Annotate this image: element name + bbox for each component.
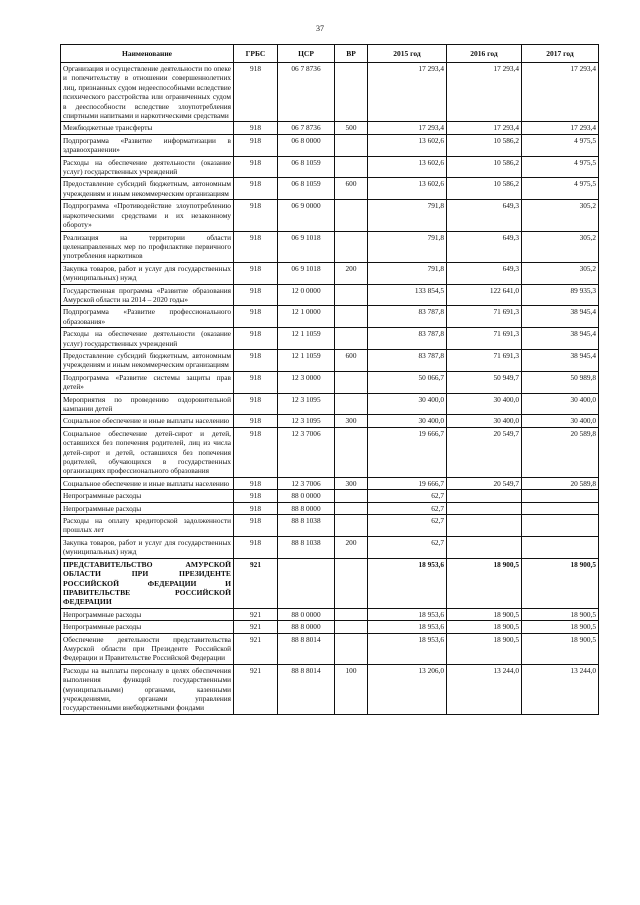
cell-grbs: 921 [234,664,278,714]
cell-vr: 200 [335,262,368,284]
cell-name: Предоставление субсидий бюджетным, автономным учреждениям и иным некоммерческим организациям [61,178,234,200]
cell-2015: 13 602,6 [368,156,447,178]
table-header-row [61,45,599,63]
cell-2017: 17 293,4 [522,122,599,134]
cell-2016: 10 586,2 [447,178,522,200]
table-row [61,306,599,328]
cell-csr: 06 7 8736 [278,122,335,134]
cell-name: Расходы на выплаты персоналу в целях обеспечения выполнения функций государственными (муниципальными) органами, казенными учреждениями, органами управления государственными внебюджетными фондами [61,664,234,714]
cell-2015: 18 953,6 [368,608,447,620]
cell-name: Государственная программа «Развитие образования Амурской области на 2014 – 2020 годы» [61,284,234,306]
cell-2016: 18 900,5 [447,608,522,620]
cell-name: Расходы на обеспечение деятельности (оказание услуг) государственных учреждений [61,156,234,178]
cell-vr [335,156,368,178]
cell-2017 [522,515,599,537]
cell-2015: 19 666,7 [368,427,447,477]
cell-vr [335,427,368,477]
cell-csr: 06 9 1018 [278,262,335,284]
cell-2017: 50 989,8 [522,371,599,393]
cell-grbs: 918 [234,515,278,537]
cell-vr [335,63,368,122]
table-row [61,371,599,393]
table-row [61,427,599,477]
cell-vr [335,371,368,393]
cell-2015: 791,8 [368,231,447,262]
cell-csr: 12 3 1095 [278,393,335,415]
cell-name: Закупка товаров, работ и услуг для государственных (муниципальных) нужд [61,536,234,558]
cell-vr [335,393,368,415]
cell-2017: 38 945,4 [522,306,599,328]
table-row [61,558,599,608]
cell-2016: 10 586,2 [447,156,522,178]
page-number: 37 [316,24,324,33]
cell-vr [335,284,368,306]
cell-csr: 06 8 1059 [278,178,335,200]
cell-2015: 13 602,6 [368,178,447,200]
cell-name: Закупка товаров, работ и услуг для государственных (муниципальных) нужд [61,262,234,284]
cell-2016: 122 641,0 [447,284,522,306]
cell-2017: 4 975,5 [522,178,599,200]
cell-2016: 649,3 [447,231,522,262]
cell-grbs: 918 [234,477,278,489]
header-2015: 2015 год [368,45,447,63]
cell-2017: 305,2 [522,262,599,284]
cell-vr: 500 [335,122,368,134]
table-row [61,393,599,415]
cell-grbs: 918 [234,306,278,328]
cell-csr: 12 1 1059 [278,328,335,350]
cell-2015: 62,7 [368,490,447,502]
cell-2015: 62,7 [368,502,447,514]
cell-csr [278,558,335,608]
header-vr: ВР [335,45,368,63]
cell-2017: 18 900,5 [522,621,599,633]
table-row [61,608,599,620]
table-row [61,178,599,200]
cell-2017: 30 400,0 [522,393,599,415]
cell-2016 [447,536,522,558]
table-row [61,536,599,558]
cell-csr: 12 3 7006 [278,427,335,477]
cell-name: Непрограммные расходы [61,502,234,514]
cell-2016: 30 400,0 [447,415,522,427]
cell-name: Организация и осуществление деятельности по опеке и попечительству в отношении совершеннолетних лиц, признанных судом недееспособными вследствие психического расстройства или ограниченных судом в дееспособности вследствие злоупотребления спиртными напитками и наркотическими средствами [61,63,234,122]
cell-2017: 38 945,4 [522,349,599,371]
cell-2017: 305,2 [522,231,599,262]
cell-2016: 18 900,5 [447,633,522,664]
cell-2017: 4 975,5 [522,156,599,178]
cell-csr: 88 0 0000 [278,490,335,502]
cell-csr: 88 8 0000 [278,502,335,514]
cell-grbs: 918 [234,122,278,134]
cell-grbs: 918 [234,349,278,371]
cell-2016: 10 586,2 [447,134,522,156]
cell-grbs: 921 [234,633,278,664]
cell-2016: 20 549,7 [447,427,522,477]
cell-vr: 300 [335,477,368,489]
cell-grbs: 918 [234,156,278,178]
cell-name: Расходы на обеспечение деятельности (оказание услуг) государственных учреждений [61,328,234,350]
cell-grbs: 918 [234,178,278,200]
cell-grbs: 921 [234,621,278,633]
table-row [61,284,599,306]
cell-2017: 305,2 [522,200,599,231]
cell-2016: 17 293,4 [447,63,522,122]
cell-2016 [447,502,522,514]
cell-2017 [522,490,599,502]
cell-grbs: 918 [234,536,278,558]
cell-grbs: 921 [234,558,278,608]
table-row [61,349,599,371]
cell-2015: 18 953,6 [368,621,447,633]
cell-2017: 30 400,0 [522,415,599,427]
cell-csr: 88 8 8014 [278,664,335,714]
cell-name: Социальное обеспечение и иные выплаты населению [61,477,234,489]
cell-csr: 88 8 1038 [278,515,335,537]
cell-csr: 88 8 0000 [278,621,335,633]
cell-name: Подпрограмма «Развитие информатизации в здравоохранении» [61,134,234,156]
cell-2017: 13 244,0 [522,664,599,714]
cell-2017: 38 945,4 [522,328,599,350]
table-row [61,200,599,231]
cell-vr [335,200,368,231]
budget-table [60,44,599,715]
header-name: Наименование [61,45,234,63]
cell-2016 [447,490,522,502]
cell-2017 [522,536,599,558]
table-row [61,502,599,514]
table-row [61,262,599,284]
table-body [61,63,599,715]
cell-2015: 50 066,7 [368,371,447,393]
cell-vr [335,502,368,514]
cell-name: Расходы на оплату кредиторской задолженности прошлых лет [61,515,234,537]
header-2017: 2017 год [522,45,599,63]
cell-2015: 13 602,6 [368,134,447,156]
table-row [61,664,599,714]
cell-name: Непрограммные расходы [61,608,234,620]
cell-grbs: 918 [234,490,278,502]
cell-2017: 20 589,8 [522,427,599,477]
cell-name: Непрограммные расходы [61,621,234,633]
cell-2017: 18 900,5 [522,608,599,620]
cell-name: Межбюджетные трансферты [61,122,234,134]
cell-vr: 600 [335,178,368,200]
table-row [61,415,599,427]
cell-2016: 18 900,5 [447,558,522,608]
cell-2017: 18 900,5 [522,558,599,608]
cell-grbs: 918 [234,427,278,477]
cell-vr [335,328,368,350]
cell-2015: 83 787,8 [368,328,447,350]
cell-grbs: 918 [234,371,278,393]
cell-2016: 649,3 [447,200,522,231]
table-row [61,515,599,537]
cell-name: Обеспечение деятельности представительства Амурской области при Президенте Российской Федерации и Правительстве Российской Федерации [61,633,234,664]
cell-csr: 06 8 0000 [278,134,335,156]
cell-2017: 20 589,8 [522,477,599,489]
cell-grbs: 918 [234,262,278,284]
table-row [61,633,599,664]
cell-2015: 17 293,4 [368,122,447,134]
cell-csr: 06 8 1059 [278,156,335,178]
cell-2017 [522,502,599,514]
cell-2015: 13 206,0 [368,664,447,714]
cell-csr: 12 3 0000 [278,371,335,393]
cell-vr [335,633,368,664]
header-csr: ЦСР [278,45,335,63]
cell-name: ПРЕДСТАВИТЕЛЬСТВО АМУРСКОЙ ОБЛАСТИ ПРИ ПРЕЗИДЕНТЕ РОССИЙСКОЙ ФЕДЕРАЦИИ И ПРАВИТЕЛЬСТВЕ РОССИЙСКОЙ ФЕДЕРАЦИИ [61,558,234,608]
cell-vr [335,490,368,502]
cell-2016: 30 400,0 [447,393,522,415]
cell-name: Мероприятия по проведению оздоровительной кампании детей [61,393,234,415]
cell-2016: 649,3 [447,262,522,284]
header-2016: 2016 год [447,45,522,63]
cell-2017: 18 900,5 [522,633,599,664]
cell-grbs: 918 [234,393,278,415]
cell-name: Непрограммные расходы [61,490,234,502]
cell-2016: 20 549,7 [447,477,522,489]
cell-2016: 18 900,5 [447,621,522,633]
cell-grbs: 918 [234,502,278,514]
cell-vr [335,558,368,608]
cell-name: Социальное обеспечение детей-сирот и детей, оставшихся без попечения родителей, лиц из числа детей-сирот и детей, оставшихся без попечения родителей, обучающихся в государственных организациях профессионального образования [61,427,234,477]
cell-2016: 71 691,3 [447,349,522,371]
cell-grbs: 921 [234,608,278,620]
table-row [61,490,599,502]
cell-name: Подпрограмма «Противодействие злоупотреблению наркотическими средствами и их незаконному обороту» [61,200,234,231]
cell-vr: 300 [335,415,368,427]
cell-vr [335,608,368,620]
cell-vr [335,515,368,537]
cell-2015: 19 666,7 [368,477,447,489]
cell-name: Подпрограмма «Развитие системы защиты прав детей» [61,371,234,393]
cell-csr: 88 8 8014 [278,633,335,664]
cell-2017: 89 935,3 [522,284,599,306]
cell-csr: 12 1 0000 [278,306,335,328]
header-grbs: ГРБС [234,45,278,63]
cell-2017: 4 975,5 [522,134,599,156]
table-row [61,156,599,178]
table-row [61,621,599,633]
table-row [61,134,599,156]
table-row [61,122,599,134]
cell-name: Социальное обеспечение и иные выплаты населению [61,415,234,427]
cell-csr: 12 3 7006 [278,477,335,489]
cell-name: Подпрограмма «Развитие профессионального образования» [61,306,234,328]
cell-2015: 18 953,6 [368,633,447,664]
cell-csr: 12 3 1095 [278,415,335,427]
cell-vr [335,231,368,262]
cell-csr: 12 1 1059 [278,349,335,371]
cell-vr [335,621,368,633]
cell-grbs: 918 [234,231,278,262]
cell-2016 [447,515,522,537]
cell-name: Предоставление субсидий бюджетным, автономным учреждениям и иным некоммерческим организациям [61,349,234,371]
table-row [61,477,599,489]
cell-grbs: 918 [234,415,278,427]
cell-2016: 71 691,3 [447,306,522,328]
table-row [61,63,599,122]
table-row [61,231,599,262]
cell-2016: 50 949,7 [447,371,522,393]
table-row [61,328,599,350]
cell-csr: 88 8 1038 [278,536,335,558]
cell-grbs: 918 [234,134,278,156]
cell-vr: 100 [335,664,368,714]
cell-vr [335,306,368,328]
cell-csr: 12 0 0000 [278,284,335,306]
cell-2015: 62,7 [368,536,447,558]
cell-grbs: 918 [234,284,278,306]
cell-name: Реализация на территории области целенаправленных мер по профилактике первичного употребления наркотиков [61,231,234,262]
cell-2015: 30 400,0 [368,393,447,415]
cell-vr: 600 [335,349,368,371]
cell-2015: 791,8 [368,200,447,231]
cell-2015: 18 953,6 [368,558,447,608]
cell-2015: 133 854,5 [368,284,447,306]
cell-2017: 17 293,4 [522,63,599,122]
cell-2015: 83 787,8 [368,306,447,328]
cell-2015: 30 400,0 [368,415,447,427]
cell-2016: 71 691,3 [447,328,522,350]
cell-2015: 62,7 [368,515,447,537]
cell-grbs: 918 [234,63,278,122]
cell-csr: 06 9 1018 [278,231,335,262]
cell-vr [335,134,368,156]
cell-2015: 791,8 [368,262,447,284]
cell-2015: 17 293,4 [368,63,447,122]
cell-csr: 06 9 0000 [278,200,335,231]
cell-2016: 13 244,0 [447,664,522,714]
cell-csr: 06 7 8736 [278,63,335,122]
cell-vr: 200 [335,536,368,558]
cell-2015: 83 787,8 [368,349,447,371]
cell-grbs: 918 [234,328,278,350]
cell-2016: 17 293,4 [447,122,522,134]
cell-csr: 88 0 0000 [278,608,335,620]
cell-grbs: 918 [234,200,278,231]
